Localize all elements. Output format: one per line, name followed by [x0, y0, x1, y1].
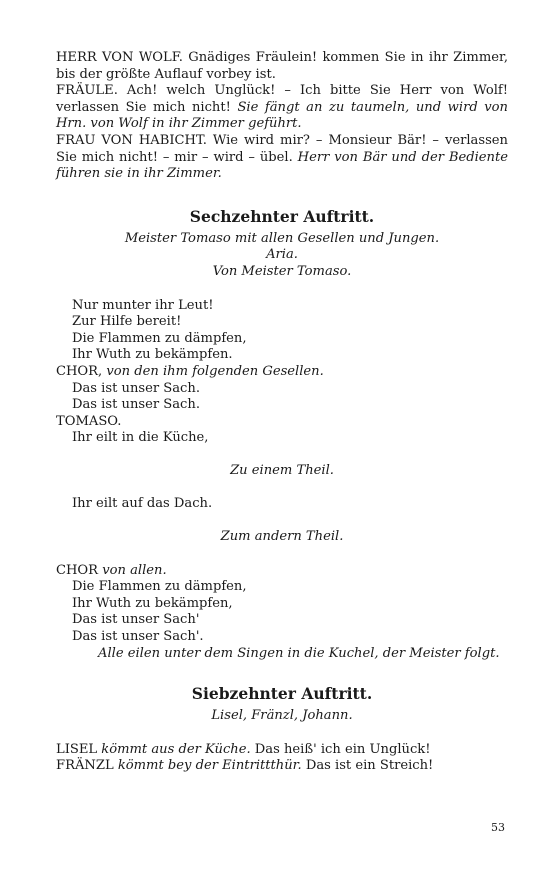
aria-by: Von Meister Tomaso. — [212, 263, 352, 279]
stage-direction: kömmt aus der Küche. — [101, 741, 251, 757]
stage-direction: Zu einem Theil. — [230, 462, 334, 478]
scene-17-direction: Lisel, Fränzl, Johann. — [211, 708, 353, 724]
verse-line: Ihr Wuth zu bekämpfen, — [72, 595, 233, 611]
page-number: 53 — [491, 821, 505, 834]
verse-line: Ihr eilt in die Küche, — [72, 430, 209, 446]
speaker: TOMASO. — [56, 413, 122, 429]
speech-text: FRAU VON HABICHT. Wie wird mir? – Monsieur Bär! – verlassen Sie mich nicht! – mir – wird – übel. — [56, 132, 508, 165]
scene-17-heading: Siebzehnter Auftritt. — [191, 684, 373, 704]
stage-direction: von den ihm folgenden Gesellen. — [106, 363, 324, 379]
chor-speaker-line — [56, 364, 508, 381]
speech-herr-von-wolf — [56, 50, 508, 83]
verse-line: Das ist unser Sach. — [72, 397, 200, 413]
speech-fraenzl — [56, 758, 508, 775]
verse-line: Ihr Wuth zu bekämpfen. — [72, 347, 233, 363]
scene-16-direction: Meister Tomaso mit allen Gesellen und Jungen. — [124, 230, 440, 246]
speech-text: FRÄULE. Ach! welch Unglück! – Ich bitte Sie Herr von Wolf! verlassen Sie mich nicht! — [56, 83, 508, 115]
verse-line: Das ist unser Sach. — [72, 380, 200, 396]
speech-lisel — [56, 742, 508, 759]
stage-direction: Herr von Bär und der Bediente führen sie in ihr Zimmer. — [56, 149, 508, 182]
chor-speaker-line — [56, 563, 508, 580]
verse-line: Ihr eilt auf das Dach. — [72, 496, 213, 512]
stage-direction: kömmt bey der Eintrittthür. — [117, 758, 302, 774]
verse-line: Die Flammen zu dämpfen, — [72, 579, 247, 595]
speech-fraeule — [56, 83, 508, 133]
stage-direction: von allen. — [102, 562, 167, 578]
speech-text: Das ist ein Streich! — [301, 758, 434, 774]
stage-direction: Alle eilen unter dem Singen in die Kuchel, der Meister folgt. — [98, 645, 500, 661]
stage-direction: Zum andern Theil. — [220, 529, 344, 545]
verse-line: Die Flammen zu dämpfen, — [72, 330, 247, 346]
page-body — [56, 50, 508, 775]
stage-direction: Sie fängt an zu taumeln, und wird von Hrn. von Wolf in ihr Zimmer geführt. — [56, 99, 508, 132]
verse-line: Das ist unser Sach' — [72, 612, 200, 628]
aria-label: Aria. — [266, 247, 298, 263]
speaker: CHOR — [56, 562, 103, 578]
verse-line: Zur Hilfe bereit! — [72, 314, 182, 330]
verse-line: Nur munter ihr Leut! — [72, 297, 214, 313]
speech-frau-von-habicht — [56, 133, 508, 183]
speaker: CHOR, — [56, 363, 107, 379]
speech-text: Das heiß' ich ein Unglück! — [250, 741, 431, 757]
speech-text: HERR VON WOLF. Gnädiges Fräulein! kommen Sie in ihr Zimmer, bis der größte Auflauf vorbey ist. — [56, 50, 508, 82]
speaker: LISEL — [56, 741, 102, 757]
verse-line: Das ist unser Sach'. — [72, 629, 204, 645]
scene-16-heading: Sechzehnter Auftritt. — [189, 206, 375, 226]
speaker: FRÄNZL — [56, 758, 118, 774]
